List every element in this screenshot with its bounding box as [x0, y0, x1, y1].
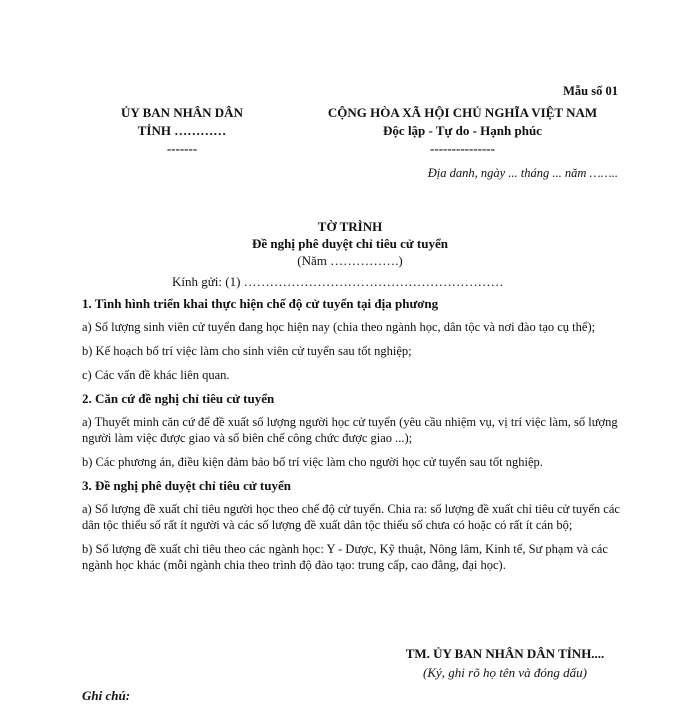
- note-label: Ghi chú:: [82, 688, 131, 703]
- section-item: b) Các phương án, điều kiện đảm bảo bố trí việc làm cho người học cử tuyển sau tốt nghiệp.: [82, 455, 543, 469]
- recipient-line: Kính gửi: (1) ……………………………………………………: [172, 274, 504, 289]
- national-rule: ---------------: [430, 141, 495, 156]
- issuing-agency-header: [92, 104, 272, 158]
- national-title: CỘNG HÒA XÃ HỘI CHỦ NGHĨA VIỆT NAM: [327, 105, 598, 120]
- document-subtitle: Đề nghị phê duyệt chỉ tiêu cử tuyển: [252, 236, 448, 251]
- document-year: (Năm …………….): [297, 253, 403, 268]
- section-item: c) Các vấn đề khác liên quan.: [82, 368, 230, 382]
- signature-block: [370, 644, 640, 682]
- document-body: [82, 294, 622, 581]
- section-heading: 1. Tình hình triển khai thực hiện chế độ cử tuyển tại địa phương: [82, 296, 439, 311]
- national-motto: Độc lập - Tự do - Hạnh phúc: [383, 123, 542, 138]
- form-number: Mẫu số 01: [563, 84, 618, 98]
- document-title: TỜ TRÌNH: [317, 219, 383, 234]
- section-item: b) Số lượng đề xuất chỉ tiêu theo các ngành học: Y - Dược, Kỹ thuật, Nông lâm, Kinh tế, Sư phạm và các ngành học khác (mỗi ngành chia theo trình độ đào tạo: trung cấp, cao đẳng, đại học).: [82, 542, 608, 572]
- section-heading: 2. Căn cứ đề nghị chỉ tiêu cử tuyển: [82, 391, 275, 406]
- signature-title: TM. ỦY BAN NHÂN DÂN TỈNH....: [405, 646, 605, 661]
- section-item: b) Kế hoạch bố trí việc làm cho sinh viên cử tuyển sau tốt nghiệp;: [82, 344, 412, 358]
- agency-rule: -------: [166, 141, 198, 156]
- agency-province: TỈNH …………: [137, 123, 227, 138]
- section-item: a) Số lượng sinh viên cử tuyển đang học hiện nay (chia theo ngành học, dân tộc và nơi đào tạo cụ thể);: [82, 320, 596, 334]
- section-item: a) Thuyết minh căn cứ để đề xuất số lượng người học cử tuyển (yêu cầu nhiệm vụ, vị trí việc làm, số lượng người làm việc được giao và số biên chế công chức được giao ...);: [82, 415, 618, 445]
- document-title-block: [0, 218, 700, 269]
- agency-name: ỦY BAN NHÂN DÂN: [121, 105, 243, 120]
- section-heading: 3. Đề nghị phê duyệt chỉ tiêu cử tuyển: [82, 478, 291, 493]
- national-header: [290, 104, 635, 158]
- signature-instruction: (Ký, ghi rõ họ tên và đóng dấu): [423, 665, 587, 680]
- section-item: a) Số lượng đề xuất chỉ tiêu người học theo chế độ cử tuyển. Chia ra: số lượng đề xuất chỉ tiêu cử tuyển các dân tộc thiểu số rất ít người và các số lượng đề xuất dân tộc thiểu số chưa có hoặc có rất ít cán bộ;: [82, 502, 620, 532]
- place-date-line: Địa danh, ngày ... tháng ... năm ……..: [427, 166, 618, 180]
